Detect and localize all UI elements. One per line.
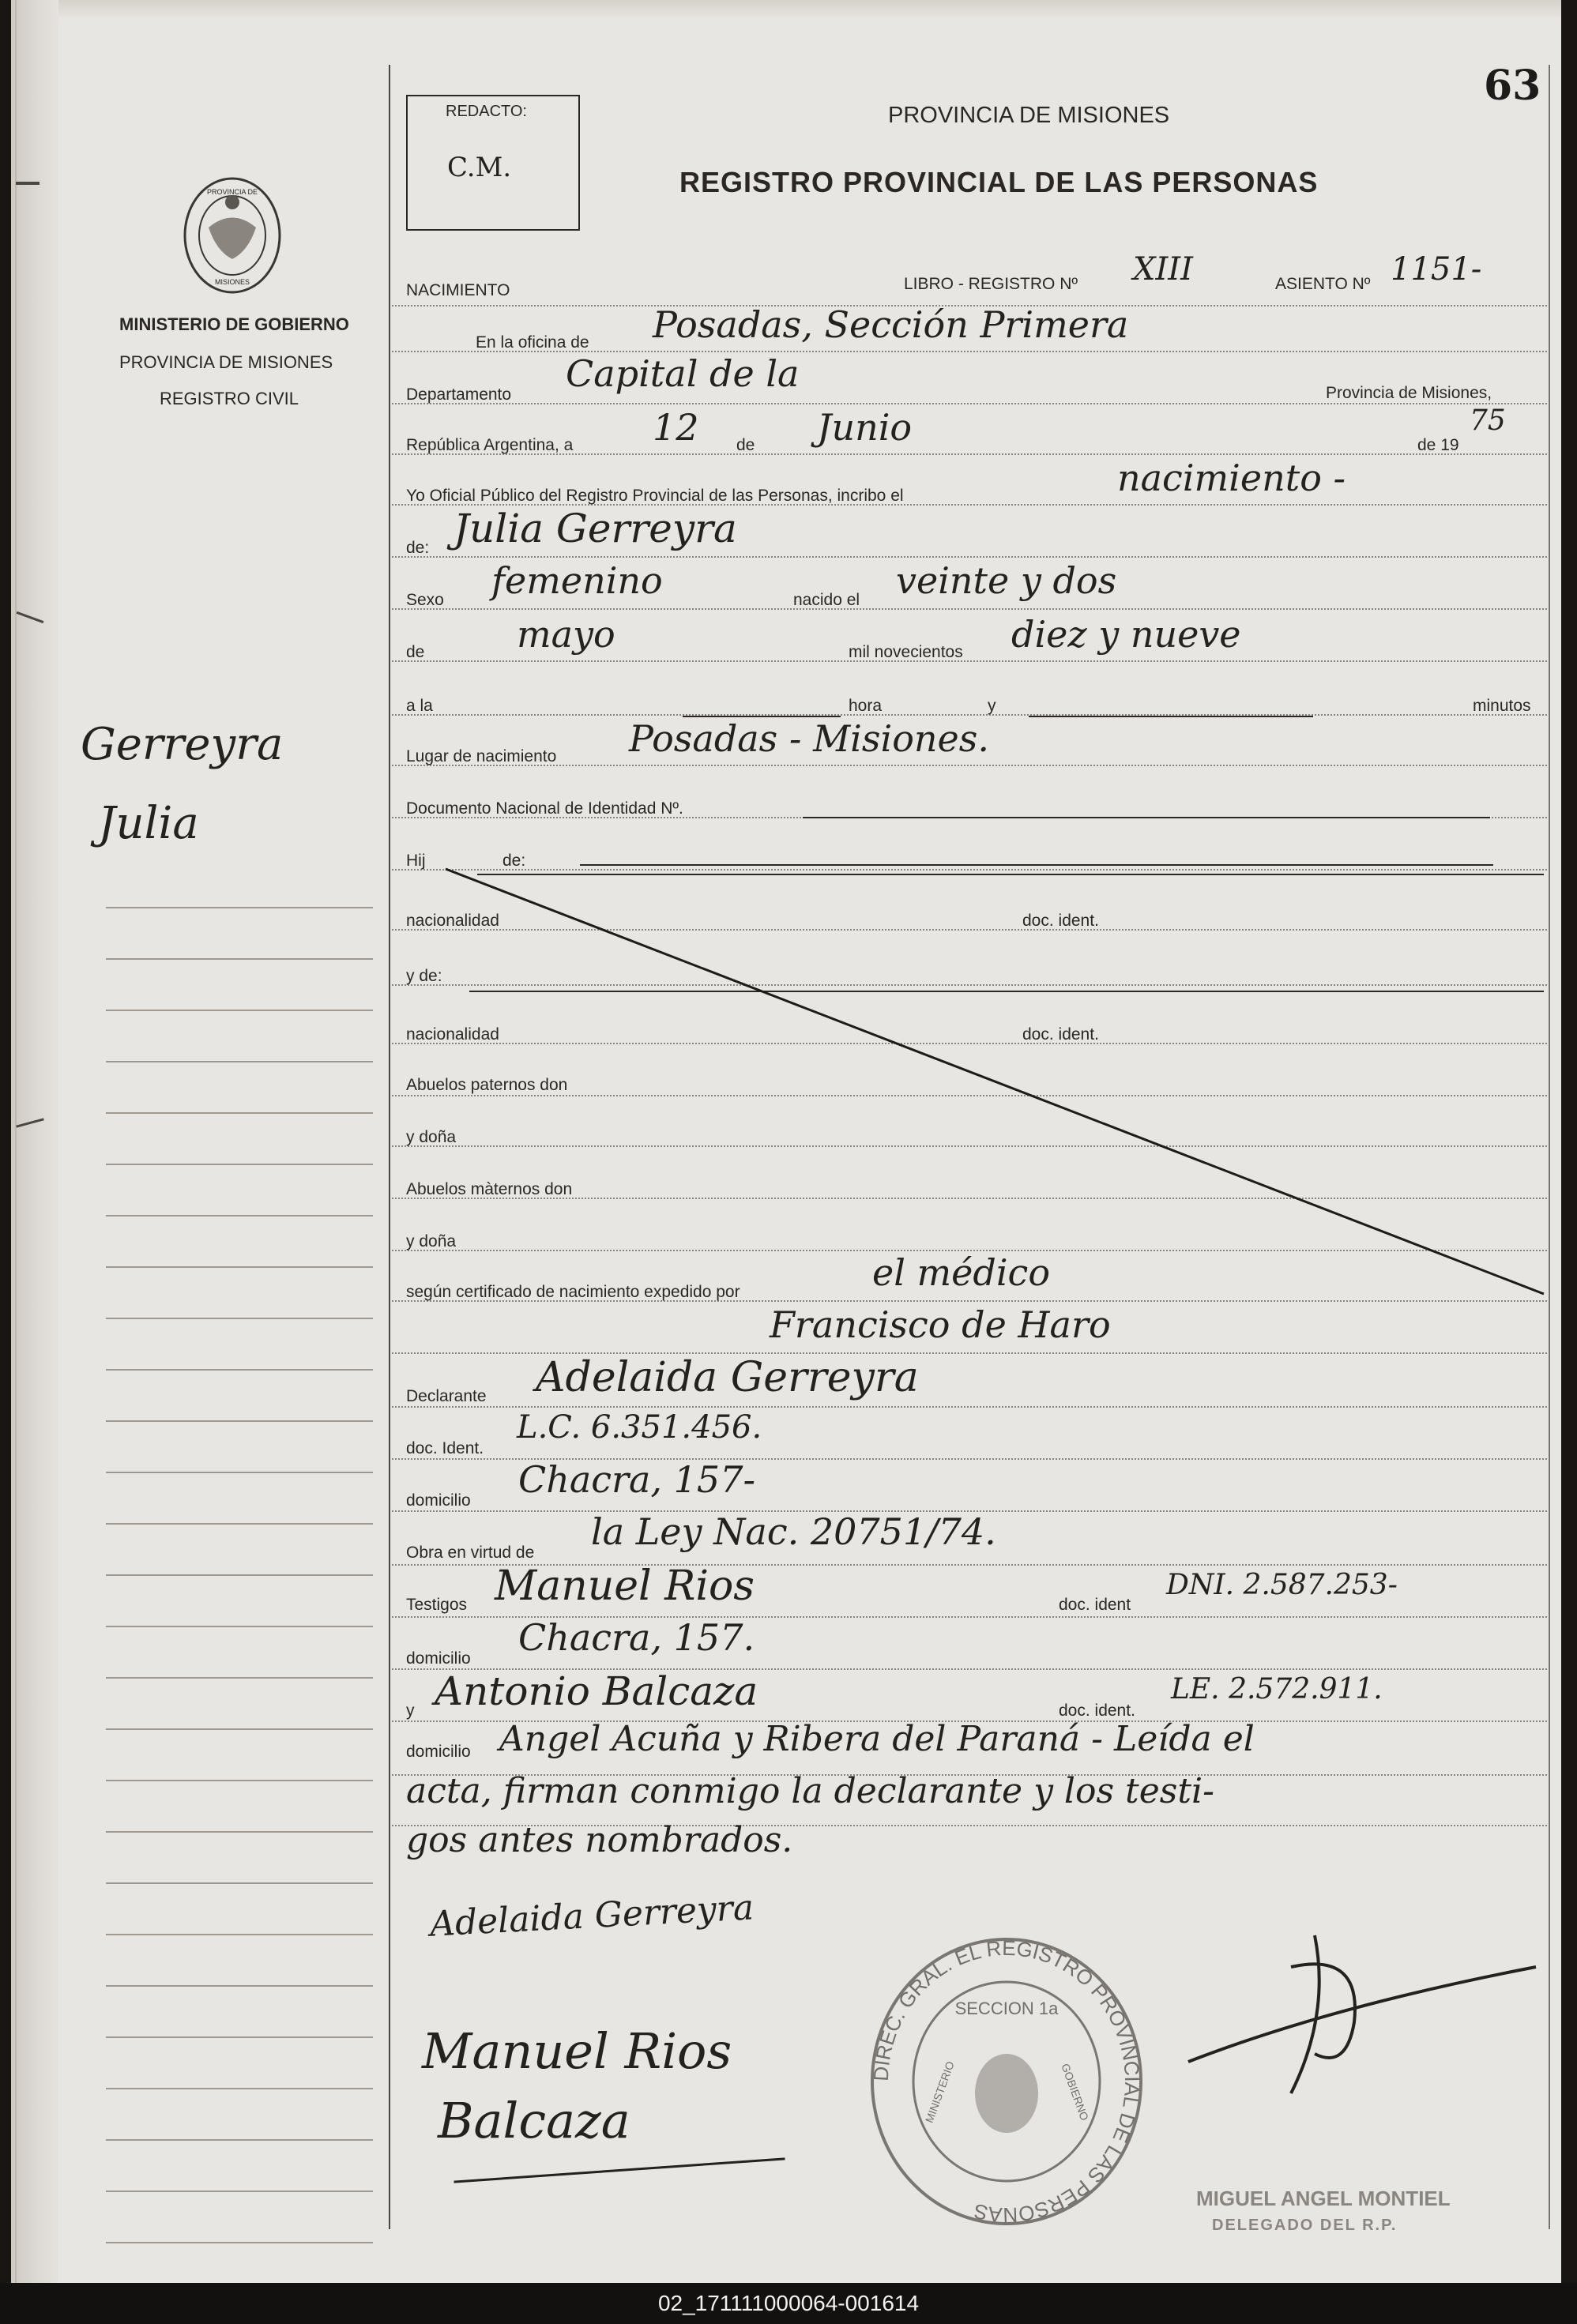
value-docident-4: DNI. 2.587.253-: [1166, 1569, 1398, 1601]
value-continuation-2: gos antes nombrados.: [406, 1820, 793, 1860]
value-oficina: Posadas, Sección Primera: [653, 303, 1129, 346]
cancellation-diagonal-line: [438, 861, 1560, 1303]
label-domicilio-3: domicilio: [406, 1743, 471, 1761]
label-docident-4: doc. ident: [1059, 1596, 1131, 1614]
label-obra: Obra en virtud de: [406, 1544, 535, 1562]
label-libro: LIBRO - REGISTRO Nº: [904, 275, 1078, 293]
value-mes: Junio: [817, 406, 913, 449]
document-page: [11, 0, 1561, 2283]
label-domicilio-1: domicilio: [406, 1491, 471, 1510]
label-docident-1: doc. ident.: [1022, 912, 1099, 930]
label-y-dona-2: y doña: [406, 1232, 457, 1250]
ministry-line-1: MINISTERIO DE GOBIERNO: [119, 314, 349, 334]
image-code-label: 02_171111000064-001614: [0, 2283, 1577, 2324]
ministry-line-3: REGISTRO CIVIL: [160, 389, 299, 408]
signature-testigo-1: Manuel Rios: [422, 2022, 732, 2080]
label-provincia: Provincia de Misiones,: [1326, 384, 1492, 402]
label-a-la: a la: [406, 697, 433, 715]
value-mil: diez y nueve: [1011, 613, 1241, 656]
page-number: 63: [1484, 62, 1541, 110]
label-dni: Documento Nacional de Identidad Nº.: [406, 799, 683, 818]
value-certificado: el médico: [872, 1251, 1051, 1294]
label-domicilio-2: domicilio: [406, 1649, 471, 1668]
value-declarante: Adelaida Gerreyra: [536, 1354, 919, 1401]
label-hora: hora: [849, 697, 883, 715]
value-obra: la Ley Nac. 20751/74.: [591, 1510, 996, 1553]
label-asiento: ASIENTO Nº: [1275, 275, 1371, 293]
value-departamento: Capital de la: [566, 352, 800, 395]
label-docident-3: doc. Ident.: [406, 1439, 484, 1457]
label-docident-5: doc. ident.: [1059, 1702, 1135, 1720]
seal-left-text-1: PROVINCIA DE: [206, 188, 258, 196]
label-nacimiento: NACIMIENTO: [406, 281, 510, 299]
label-abuelos-paternos: Abuelos paternos don: [406, 1076, 568, 1094]
value-dia: 12: [653, 406, 699, 449]
value-domicilio-2: Chacra, 157.: [518, 1616, 755, 1659]
label-republica: República Argentina, a: [406, 436, 574, 454]
label-y-2: y: [406, 1702, 415, 1720]
margin-ruled-lines: [106, 857, 373, 2271]
label-de19: de 19: [1417, 436, 1459, 454]
signature-testigo-2: Balcaza: [438, 2092, 630, 2149]
redacto-value: C.M.: [447, 152, 512, 183]
label-sexo: Sexo: [406, 591, 444, 609]
value-domicilio-3: Angel Acuña y Ribera del Paraná - Leída el: [499, 1719, 1255, 1759]
label-testigos: Testigos: [406, 1596, 468, 1614]
label-nacionalidad-2: nacionalidad: [406, 1025, 499, 1044]
redacto-box: [406, 95, 580, 231]
value-asiento: 1151-: [1391, 251, 1482, 288]
label-certificado: según certificado de nacimiento expedido por: [406, 1283, 740, 1301]
label-abuelos-maternos: Abuelos màternos don: [406, 1180, 573, 1198]
value-domicilio-1: Chacra, 157-: [518, 1458, 756, 1501]
signature-declarante: Adelaida Gerreyra: [428, 1887, 755, 1945]
official-name: MIGUEL ANGEL MONTIEL: [1196, 2187, 1451, 2210]
label-hij: Hij: [406, 852, 426, 870]
value-docident-3: L.C. 6.351.456.: [517, 1409, 762, 1446]
label-declarante: Declarante: [406, 1387, 487, 1405]
value-mes-nac: mayo: [517, 613, 615, 656]
value-lugar: Posadas - Misiones.: [629, 717, 989, 760]
label-y-de: y de:: [406, 967, 442, 985]
label-de: de: [736, 436, 755, 454]
label-de-persona: de:: [406, 539, 430, 557]
value-sexo: femenino: [491, 559, 663, 602]
value-yo-oficial: nacimiento -: [1117, 457, 1346, 499]
coat-of-arms-seal: [177, 172, 288, 299]
label-y: y: [988, 697, 996, 715]
official-title: DELEGADO DEL R.P.: [1212, 2217, 1398, 2234]
label-nacionalidad-1: nacionalidad: [406, 912, 499, 930]
label-yo-oficial: Yo Oficial Público del Registro Provincial de las Personas, incribo el: [406, 487, 904, 505]
value-anio: 75: [1470, 404, 1506, 437]
ministry-line-2: PROVINCIA DE MISIONES: [119, 352, 333, 372]
stamp-side-left: MINISTERIO: [922, 2059, 957, 2125]
value-libro: XIII: [1133, 251, 1193, 288]
label-mil: mil novecientos: [849, 643, 963, 661]
binding-mark: [16, 182, 40, 185]
value-nacido: veinte y dos: [896, 559, 1117, 602]
official-signature: [1172, 1920, 1544, 2125]
label-de-2: de: [406, 643, 425, 661]
header-province: PROVINCIA DE MISIONES: [888, 103, 1170, 128]
label-nacido: nacido el: [793, 591, 860, 609]
form-left-border: [389, 65, 390, 2229]
label-minutos: minutos: [1473, 697, 1531, 715]
header-registry: REGISTRO PROVINCIAL DE LAS PERSONAS: [679, 166, 1319, 198]
margin-note-name: Julia: [98, 798, 199, 849]
stamp-side-right: GOBIERNO: [1059, 2062, 1092, 2123]
value-testigo-2: Antonio Balcaza: [435, 1668, 758, 1714]
value-continuation-1: acta, firman conmigo la declarante y los testi-: [406, 1771, 1214, 1811]
value-medico: Francisco de Haro: [770, 1303, 1111, 1346]
label-docident-2: doc. ident.: [1022, 1025, 1099, 1044]
label-lugar: Lugar de nacimiento: [406, 747, 557, 765]
label-oficina: En la oficina de: [476, 333, 589, 352]
stamp-inner-text: SECCION 1a: [954, 1999, 1059, 2018]
label-y-dona-1: y doña: [406, 1128, 457, 1146]
redacto-label: REDACTO:: [446, 103, 527, 120]
signature-underline: [454, 2157, 785, 2183]
value-docident-5: LE. 2.572.911.: [1171, 1673, 1383, 1705]
value-testigos: Manuel Rios: [495, 1562, 755, 1610]
registry-stamp: [864, 1935, 1149, 2228]
stamp-ring-text: DIREC. GRAL. EL REGISTRO PROVINCIAL DE LAS PERSONAS: [868, 1935, 1145, 2228]
margin-note-surname: Gerreyra: [81, 719, 284, 770]
label-hij-de: de:: [502, 852, 526, 870]
seal-left-text-2: MISIONES: [214, 278, 250, 286]
label-departamento: Departamento: [406, 385, 512, 404]
value-persona: Julia Gerreyra: [454, 506, 737, 551]
